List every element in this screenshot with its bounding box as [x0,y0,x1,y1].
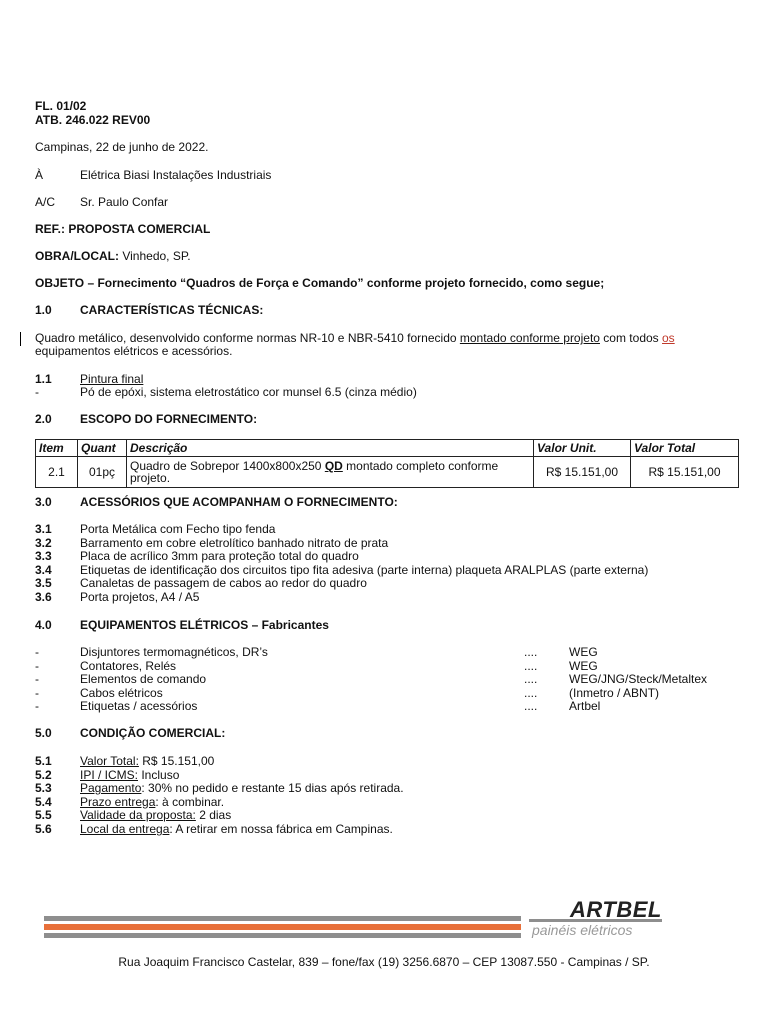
section-2-title: ESCOPO DO FORNECIMENTO: [80,412,258,426]
list-number: 3.4 [35,562,52,577]
obra-value: Vinhedo, SP. [122,249,191,263]
section-3-number: 3.0 [35,495,52,509]
attention-name: Sr. Paulo Confar [80,195,169,209]
document-code: ATB. 246.022 REV00 [35,113,151,127]
footer-stripe-orange [44,924,521,930]
subsection-1-1-number: 1.1 [35,372,52,386]
list-dash: - [35,645,39,659]
term-label: Valor Total: [80,754,139,768]
col-total: Valor Total [631,440,739,457]
term-value: : A retirar em nossa fábrica em Campinas. [169,821,393,836]
term-value: : à combinar. [155,794,225,809]
list-number: 3.3 [35,549,52,564]
section-5-number: 5.0 [35,726,52,740]
list-item: Etiquetas de identificação dos circuitos tipo fita adesiva (parte interna) plaqueta ARALPLAS (parte externa) [80,562,649,577]
subsection-1-1-title: Pintura final [80,372,144,386]
brand-tagline: painéis elétricos [532,922,633,938]
list-dash: - [35,672,39,687]
section-5-title: CONDIÇÃO COMERCIAL: [80,726,226,740]
accessories-list [0,522,768,604]
list-number: 5.5 [35,808,52,823]
leader-dots: .... [524,685,538,700]
items-table [35,439,739,488]
list-item: Elementos de comando [80,672,207,687]
list-number: 5.4 [35,794,52,809]
section-1-number: 1.0 [35,303,52,317]
obra-label: OBRA/LOCAL: [35,249,119,263]
cell-unit: R$ 15.151,00 [534,457,631,488]
list-number: 5.1 [35,754,52,768]
subsection-1-1-text: Pó de epóxi, sistema eletrostático cor munsel 6.5 (cinza médio) [80,385,417,399]
term-label: Local da entrega [80,821,170,836]
paragraph-text: Quadro metálico, desenvolvido conforme normas NR-10 e NBR-5410 fornecido [35,331,460,345]
term-label: IPI / ICMS: [80,767,139,782]
reference-line: REF.: PROPOSTA COMERCIAL [35,222,211,236]
list-number: 5.3 [35,781,52,796]
list-number: 3.2 [35,535,52,550]
term-label: Pagamento [80,781,142,796]
list-item: Porta projetos, A4 / A5 [80,589,200,604]
list-item: Placa de acrílico 3mm para proteção total do quadro [80,549,359,564]
cell-desc [127,457,534,488]
table-header-row [36,440,739,457]
col-unit: Valor Unit. [534,440,631,457]
term-value: : 30% no pedido e restante 15 dias após retirada. [141,781,404,796]
paragraph-underlined: montado conforme projeto [459,331,600,345]
date-line: Campinas, 22 de junho de 2022. [35,140,209,154]
manufacturer: Artbel [569,699,601,714]
list-number: 5.6 [35,821,52,836]
text-cursor [20,332,21,346]
leader-dots: .... [524,699,538,714]
footer-stripe-gray [44,916,521,921]
commercial-terms-list [0,754,768,836]
list-dash: - [35,658,39,673]
manufacturer: (Inmetro / ABNT) [569,685,660,700]
list-item: Porta Metálica com Fecho tipo fenda [80,522,276,536]
attention-label: A/C [35,195,56,209]
desc-text: Quadro de Sobrepor 1400x800x250 [130,459,325,473]
desc-qd: QD [324,459,343,473]
brand-logo-text: ARTBEL [570,897,662,922]
footer-stripe-gray-2 [44,933,521,938]
recipient-company: Elétrica Biasi Instalações Industriais [80,168,272,182]
leader-dots: .... [524,658,538,673]
leader-dots: .... [524,645,538,659]
paragraph-text-2: com todos [599,331,662,345]
obra-line [35,249,191,263]
term-value: Incluso [138,767,180,782]
leader-dots: .... [524,672,538,687]
section-1-paragraph [35,331,675,345]
desc-text-2: montado completo conforme projeto. [130,459,499,485]
cell-quant: 01pç [78,457,127,488]
section-2-number: 2.0 [35,412,52,426]
col-item: Item [36,440,78,457]
manufacturer: WEG/JNG/Steck/Metaltex [569,672,708,687]
list-item: Cabos elétricos [80,685,163,700]
sheet-number: FL. 01/02 [35,99,87,113]
list-item: Etiquetas / acessórios [80,699,198,714]
list-dash: - [35,699,39,714]
section-1-title: CARACTERÍSTICAS TÉCNICAS: [80,303,264,317]
section-4-number: 4.0 [35,618,52,632]
list-item: Barramento em cobre eletrolítico banhado nitrato de prata [80,535,389,550]
footer-address: Rua Joaquim Francisco Castelar, 839 – fone/fax (19) 3256.6870 – CEP 13087.550 - Campinas / SP. [118,955,650,969]
list-dash: - [35,685,39,700]
cell-item: 2.1 [36,457,78,488]
table-row [36,457,739,488]
section-4-title: EQUIPAMENTOS ELÉTRICOS – Fabricantes [80,618,329,632]
list-number: 3.6 [35,589,52,604]
list-number: 5.2 [35,767,52,782]
manufacturer: WEG [569,645,598,659]
list-number: 3.5 [35,576,52,591]
term-label: Prazo entrega [80,794,156,809]
col-quant: Quant [78,440,127,457]
term-label: Validade da proposta: [80,808,196,823]
spellcheck-word: os [662,331,675,345]
list-item: Contatores, Relés [80,658,177,673]
cell-total: R$ 15.151,00 [631,457,739,488]
objeto-line: OBJETO – Fornecimento “Quadros de Força e Comando” conforme projeto fornecido, como segue; [35,276,605,290]
term-value: 2 dias [195,808,232,823]
equipment-list [0,645,768,713]
list-number: 3.1 [35,522,52,536]
section-3-title: ACESSÓRIOS QUE ACOMPANHAM O FORNECIMENTO: [80,495,398,509]
section-1-paragraph-line2: equipamentos elétricos e acessórios. [35,344,233,358]
list-item: Disjuntores termomagnéticos, DR’s [80,645,268,659]
col-desc: Descrição [127,440,534,457]
bullet-dash: - [35,385,39,399]
term-value: R$ 15.151,00 [138,754,215,768]
recipient-label: À [35,168,44,182]
manufacturer: WEG [569,658,598,673]
list-item: Canaletas de passagem de cabos ao redor do quadro [80,576,367,591]
